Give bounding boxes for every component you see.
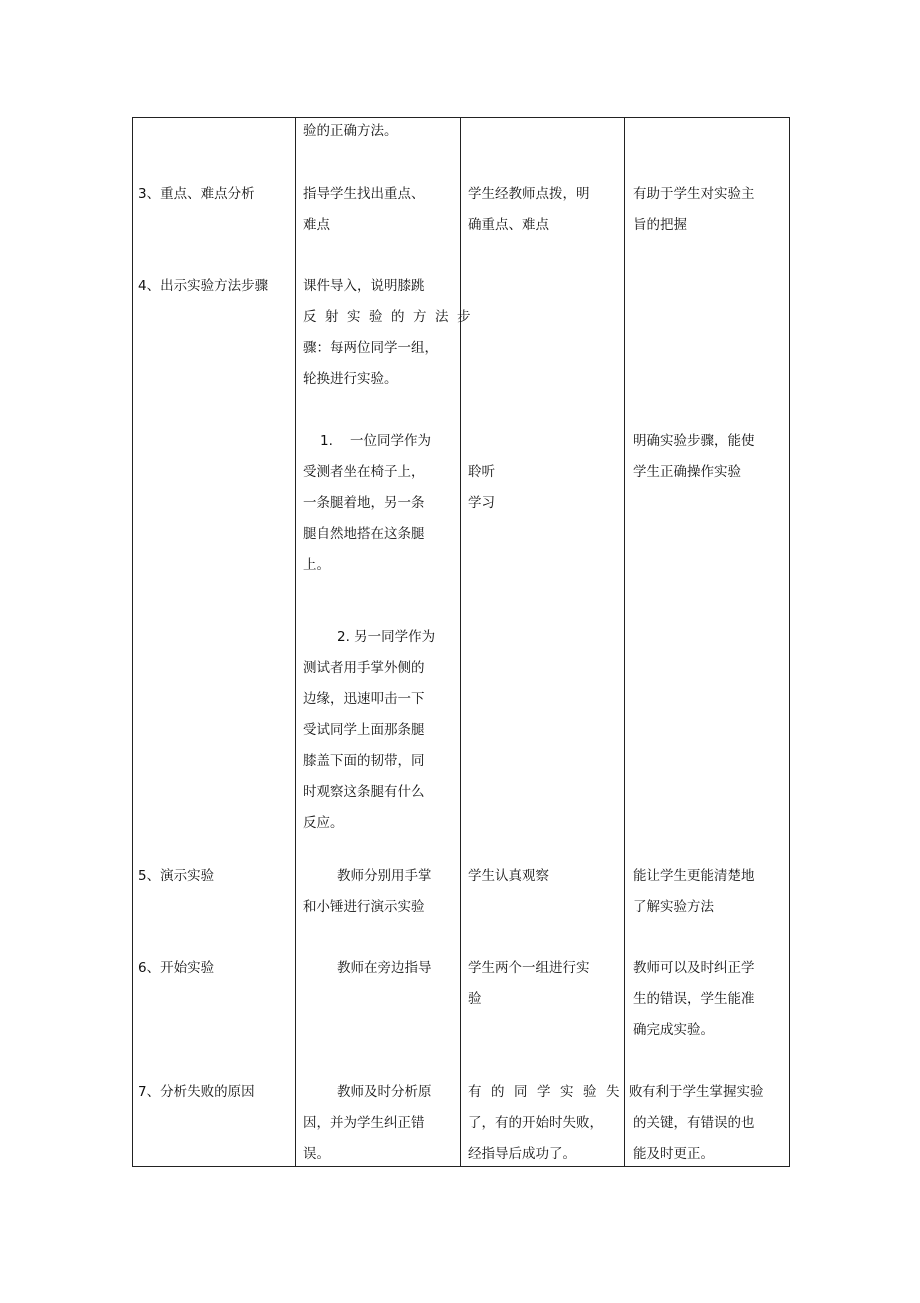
row6-student-line2: 验 xyxy=(468,991,482,1007)
row4-step2-line2: 测试者用手掌外侧的 xyxy=(303,660,425,676)
row6-purpose-line3: 确完成实验。 xyxy=(633,1022,714,1038)
row3-step: 3、重点、难点分析 xyxy=(138,186,255,202)
row6-step: 6、开始实验 xyxy=(138,960,215,976)
table-divider-2 xyxy=(460,117,461,1167)
row4-step: 4、出示实验方法步骤 xyxy=(138,278,269,294)
row6-teacher-line1: 教师在旁边指导 xyxy=(337,960,432,976)
row4-teacher-line3: 骤：每两位同学一组， xyxy=(303,340,438,356)
row3-teacher-line2: 难点 xyxy=(303,217,330,233)
row7-student-line1: 有的同学实验失败 xyxy=(468,1084,652,1100)
row4-purpose-line2: 学生正确操作实验 xyxy=(633,464,741,480)
row5-purpose-line2: 了解实验方法 xyxy=(633,899,714,915)
table-divider-3 xyxy=(624,117,625,1167)
row4-step1-line4: 腿自然地搭在这条腿 xyxy=(303,526,425,542)
row7-teacher-line3: 误。 xyxy=(303,1146,330,1162)
row3-purpose-line1: 有助于学生对实验主 xyxy=(633,186,755,202)
row4-step2-line5: 膝盖下面的韧带，同 xyxy=(303,753,425,769)
row4-step2-line7: 反应。 xyxy=(303,815,344,831)
row4-step2-line6: 时观察这条腿有什么 xyxy=(303,784,425,800)
row4-step2-line4: 受试同学上面那条腿 xyxy=(303,722,425,738)
row7-student-line3: 经指导后成功了。 xyxy=(468,1146,576,1162)
row6-purpose-line2: 生的错误，学生能准 xyxy=(633,991,755,1007)
row4-student-line2: 学习 xyxy=(468,495,495,511)
row6-purpose-line1: 教师可以及时纠正学 xyxy=(633,960,755,976)
row3-teacher-line1: 指导学生找出重点、 xyxy=(303,186,425,202)
row4-step2-line1: 2. 另一同学作为 xyxy=(337,629,436,645)
row7-purpose-line3: 能及时更正。 xyxy=(633,1146,714,1162)
row4-step1-line1: 1. 一位同学作为 xyxy=(320,433,432,449)
row7-step: 7、分析失败的原因 xyxy=(138,1084,255,1100)
row7-student-line2: 了，有的开始时失败， xyxy=(468,1115,603,1131)
row6-student-line1: 学生两个一组进行实 xyxy=(468,960,590,976)
row4-step1-line5: 上。 xyxy=(303,557,330,573)
row5-student-line1: 学生认真观察 xyxy=(468,868,549,884)
row3-student-line2: 确重点、难点 xyxy=(468,217,549,233)
row3-purpose-line2: 旨的把握 xyxy=(633,217,687,233)
row4-step2-line3: 边缘，迅速叩击一下 xyxy=(303,691,425,707)
row3-student-line1: 学生经教师点拨，明 xyxy=(468,186,590,202)
row4-step1-line2: 受测者坐在椅子上， xyxy=(303,464,425,480)
row7-purpose-line2: 的关键，有错误的也 xyxy=(633,1115,755,1131)
row4-teacher-line1: 课件导入，说明膝跳 xyxy=(303,278,425,294)
row4-purpose-line1: 明确实验步骤，能使 xyxy=(633,433,755,449)
row4-step1-line3: 一条腿着地，另一条 xyxy=(303,495,425,511)
row4-teacher-line2: 反射实验的方法步 xyxy=(303,309,479,325)
row7-teacher-line1: 教师及时分析原 xyxy=(337,1084,432,1100)
table-border-left xyxy=(132,117,133,1167)
row7-teacher-line2: 因，并为学生纠正错 xyxy=(303,1115,425,1131)
row4-teacher-line4: 轮换进行实验。 xyxy=(303,371,398,387)
row5-step: 5、演示实验 xyxy=(138,868,215,884)
row5-purpose-line1: 能让学生更能清楚地 xyxy=(633,868,755,884)
table-divider-1 xyxy=(295,117,296,1167)
row5-teacher-line1: 教师分别用手掌 xyxy=(337,868,432,884)
row4-student-line1: 聆听 xyxy=(468,464,495,480)
table-border-right xyxy=(789,117,790,1167)
continuation-text: 验的正确方法。 xyxy=(303,123,398,139)
row5-teacher-line2: 和小锤进行演示实验 xyxy=(303,899,425,915)
row7-purpose-line1: 有利于学生掌握实验 xyxy=(642,1084,764,1100)
table-border-top xyxy=(132,117,790,118)
